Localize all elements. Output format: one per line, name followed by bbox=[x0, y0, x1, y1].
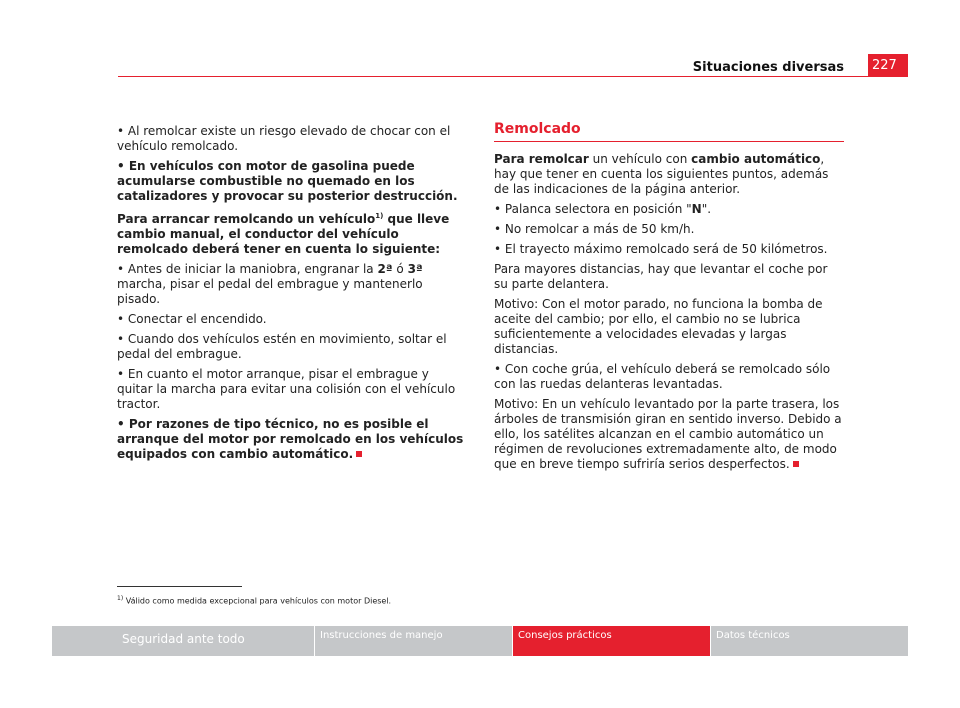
paragraph: • Con coche grúa, el vehículo deberá se remolcado sólo con las ruedas delanteras levantadas. bbox=[494, 362, 831, 391]
paragraph: • No remolcar a más de 50 km/h. bbox=[494, 222, 695, 236]
nav-tab-instrucciones[interactable]: Instrucciones de manejo bbox=[315, 626, 513, 656]
paragraph: Para arrancar remolcando un vehículo$^{1)}$ que lleve cambio manual, el conductor del vehículo remolcado deberá tener en cuenta lo siguiente: bbox=[117, 212, 450, 256]
nav-tab-datos[interactable]: Datos técnicos bbox=[711, 626, 908, 656]
paragraph: Para mayores distancias, hay que levantar el coche por su parte delantera. bbox=[494, 262, 828, 291]
paragraph: • Cuando dos vehículos estén en movimiento, soltar el pedal del embrague. bbox=[117, 332, 447, 361]
end-mark-icon bbox=[793, 461, 799, 467]
paragraph: • En vehículos con motor de gasolina puede acumularse combustible no quemado en los catalizadores y provocar su posterior destrucción. bbox=[117, 159, 458, 203]
footnote-rule bbox=[117, 586, 242, 587]
paragraph: • Por razones de tipo técnico, no es posible el arranque del motor por remolcado en los vehículos equipados con cambio automático. bbox=[117, 417, 464, 461]
header-rule bbox=[118, 76, 908, 77]
paragraph: Motivo: En un vehículo levantado por la parte trasera, los árboles de transmisión giran en sentido inverso. Debido a ello, los satélites alcanzan en el cambio automático un régimen de revoluciones extremadamente alto, de modo que en breve tiempo sufriría serios desperfectos. bbox=[494, 397, 842, 471]
paragraph: Para remolcar un vehículo con cambio automático, hay que tener en cuenta los siguientes puntos, además de las indicaciones de la página anterior. bbox=[494, 152, 829, 196]
left-column bbox=[117, 124, 465, 467]
paragraph: • Antes de iniciar la maniobra, engranar la 2ª ó 3ª marcha, pisar el pedal del embrague y mantenerlo pisado. bbox=[117, 262, 423, 306]
chapter-nav bbox=[52, 626, 908, 656]
page-number: 227 bbox=[868, 54, 908, 77]
nav-tab-consejos[interactable]: Consejos prácticos bbox=[513, 626, 711, 656]
running-header-title: Situaciones diversas bbox=[692, 60, 844, 75]
end-mark-icon bbox=[356, 451, 362, 457]
paragraph: • El trayecto máximo remolcado será de 50 kilómetros. bbox=[494, 242, 828, 256]
paragraph: • Al remolcar existe un riesgo elevado de chocar con el vehículo remolcado. bbox=[117, 124, 451, 153]
paragraph: Motivo: Con el motor parado, no funciona la bomba de aceite del cambio; por ello, el cambio no se lubrica suficientemente a velocidades elevadas y largas distancias. bbox=[494, 297, 823, 356]
paragraph: • Conectar el encendido. bbox=[117, 312, 267, 326]
nav-tab-seguridad[interactable]: Seguridad ante todo bbox=[52, 626, 315, 656]
right-column bbox=[494, 122, 844, 477]
paragraph: • Palanca selectora en posición "N". bbox=[494, 202, 712, 216]
footnote: $^{1)}$ Válido como medida excepcional para vehículos con motor Diesel. bbox=[117, 595, 392, 606]
footnote-ref: 1) bbox=[375, 212, 384, 220]
section-heading: Remolcado bbox=[494, 122, 844, 142]
paragraph: • En cuanto el motor arranque, pisar el embrague y quitar la marcha para evitar una colisión con el vehículo tractor. bbox=[117, 367, 456, 411]
